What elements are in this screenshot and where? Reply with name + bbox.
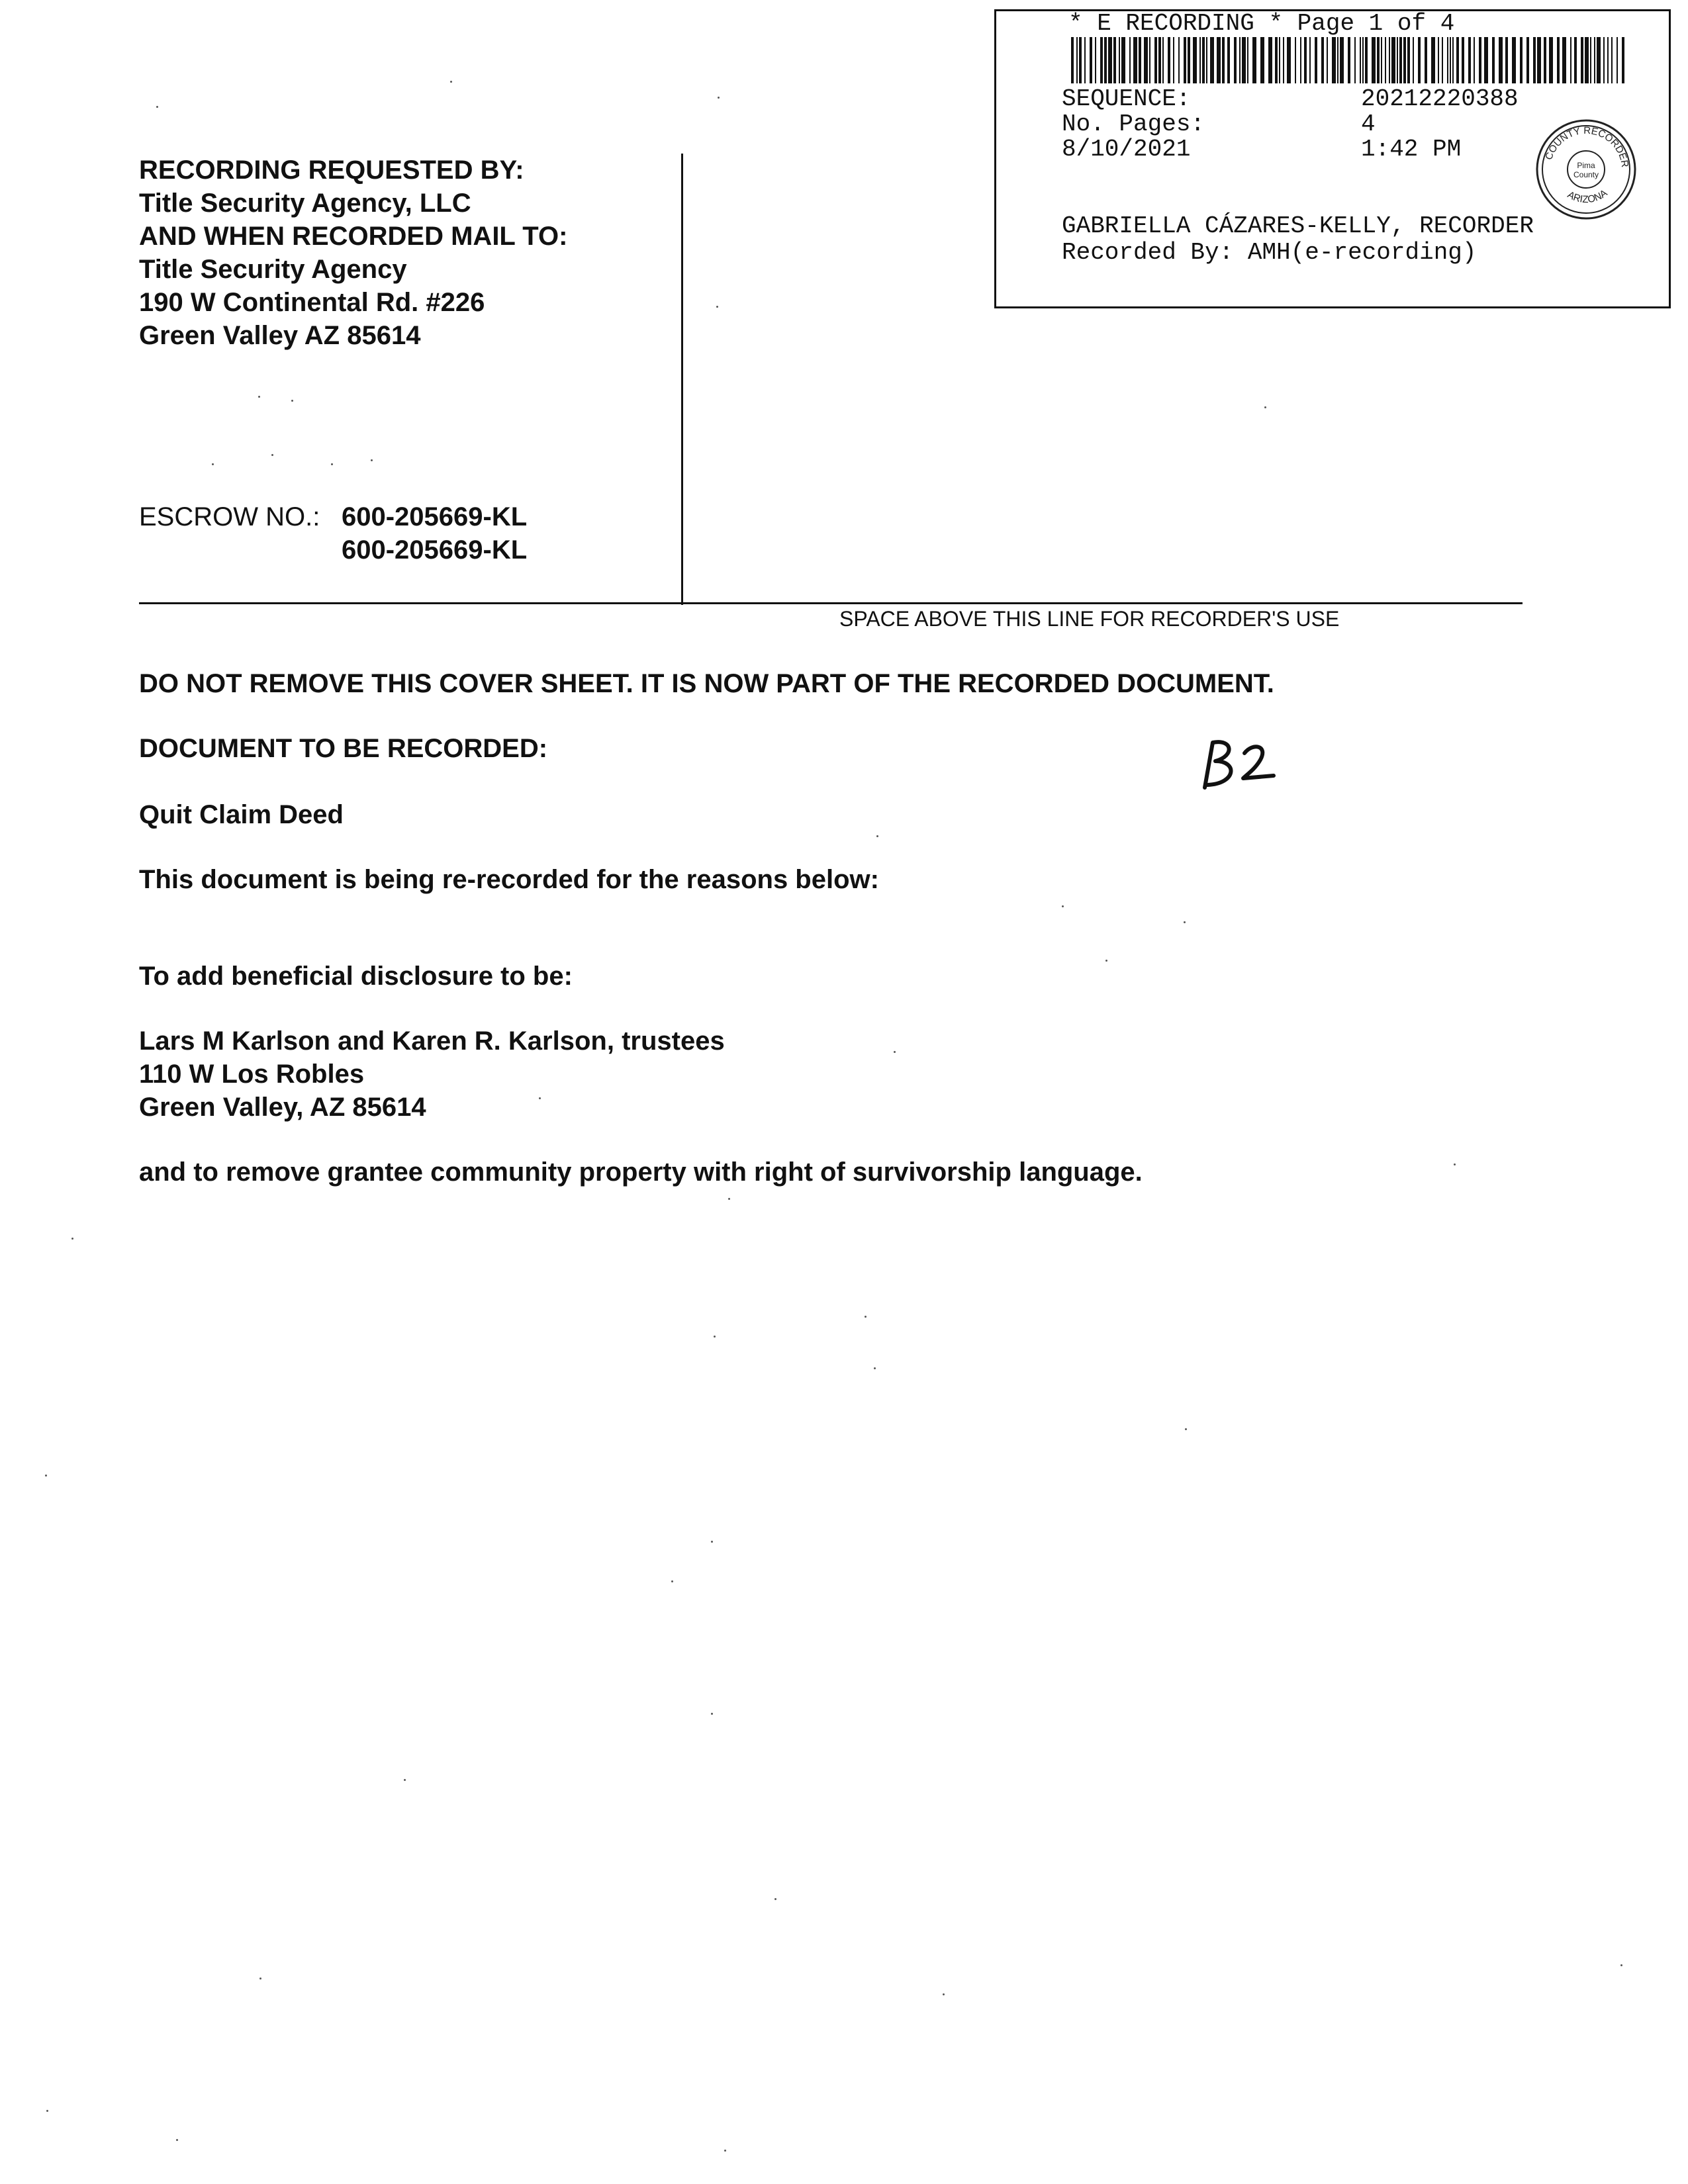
beneficiary-name: Lars M Karlson and Karen R. Karlson, trustees: [139, 1026, 725, 1056]
mail-to-label: AND WHEN RECORDED MAIL TO:: [139, 222, 568, 251]
requested-by-name: Title Security Agency, LLC: [139, 189, 471, 218]
handwritten-mark-text: B2: [1192, 733, 1193, 734]
scan-speck: [404, 1779, 406, 1781]
handwritten-mark: [1192, 733, 1284, 793]
stamp-title-line: * E RECORDING * Page 1 of 4: [1068, 10, 1455, 37]
scan-speck: [1185, 1428, 1187, 1430]
mail-to-name: Title Security Agency: [139, 255, 407, 284]
recorder-use-caption: SPACE ABOVE THIS LINE FOR RECORDER'S USE: [839, 607, 1340, 631]
scan-speck: [865, 1316, 867, 1318]
scan-speck: [943, 1993, 945, 1995]
svg-text:County: County: [1573, 170, 1599, 179]
scan-speck: [714, 1336, 716, 1338]
beneficiary-street: 110 W Los Robles: [139, 1060, 365, 1089]
scan-speck: [331, 463, 333, 465]
recorder-use-line: [139, 602, 1523, 604]
scan-speck: [46, 2110, 48, 2112]
scan-speck: [259, 1978, 261, 1979]
scan-speck: [876, 835, 878, 837]
record-time: 1:42 PM: [1361, 136, 1462, 163]
scan-speck: [1264, 406, 1266, 408]
scan-speck: [711, 1713, 713, 1715]
escrow-number-1: 600-205669-KL: [342, 502, 528, 531]
mail-to-city: Green Valley AZ 85614: [139, 321, 421, 350]
barcode-icon: [1071, 37, 1630, 83]
scan-speck: [539, 1097, 541, 1099]
rerecord-reason-intro: This document is being re-recorded for the reasons below:: [139, 865, 879, 894]
header-divider-vertical: [681, 154, 683, 605]
scan-speck: [711, 1541, 713, 1543]
scan-speck: [774, 1898, 776, 1900]
county-seal-icon: [1534, 118, 1638, 221]
svg-text:ARIZONA: ARIZONA: [1565, 187, 1610, 206]
escrow-number-2: 600-205669-KL: [342, 535, 528, 565]
scan-speck: [1454, 1163, 1456, 1165]
scan-speck: [718, 97, 720, 99]
scan-speck: [1105, 960, 1107, 962]
scan-speck: [271, 454, 273, 456]
scan-speck: [156, 106, 158, 108]
recorded-by-line: Recorded By: AMH(e-recording): [1062, 239, 1477, 266]
scan-speck: [212, 463, 214, 465]
beneficiary-city: Green Valley, AZ 85614: [139, 1093, 426, 1122]
scan-speck: [45, 1475, 47, 1477]
recorder-name-line: GABRIELLA CÁZARES-KELLY, RECORDER: [1062, 212, 1534, 240]
sequence-value: 20212220388: [1361, 85, 1519, 113]
add-disclosure-line: To add beneficial disclosure to be:: [139, 962, 573, 991]
pages-label: No. Pages:: [1062, 111, 1205, 138]
scan-speck: [724, 2150, 726, 2152]
scan-speck: [1184, 921, 1186, 923]
scan-speck: [176, 2139, 178, 2141]
cover-sheet-notice: DO NOT REMOVE THIS COVER SHEET. IT IS NOW PART OF THE RECORDED DOCUMENT.: [139, 669, 1274, 698]
pages-value: 4: [1361, 111, 1376, 138]
escrow-label: ESCROW NO.:: [139, 502, 320, 531]
document-to-record-label: DOCUMENT TO BE RECORDED:: [139, 734, 548, 763]
svg-text:Pima: Pima: [1577, 161, 1595, 170]
scan-speck: [1620, 1964, 1622, 1966]
scan-speck: [671, 1580, 673, 1582]
scan-speck: [71, 1238, 73, 1240]
svg-text:COUNTY RECORDER: COUNTY RECORDER: [1543, 124, 1631, 168]
scan-speck: [258, 396, 260, 398]
scan-speck: [716, 306, 718, 308]
remove-language-line: and to remove grantee community property with right of survivorship language.: [139, 1158, 1143, 1187]
scan-speck: [874, 1367, 876, 1369]
scan-speck: [291, 400, 293, 402]
requested-by-label: RECORDING REQUESTED BY:: [139, 156, 524, 185]
document-type: Quit Claim Deed: [139, 800, 344, 829]
scan-speck: [371, 459, 373, 461]
scan-speck: [450, 81, 452, 83]
mail-to-street: 190 W Continental Rd. #226: [139, 288, 485, 317]
sequence-label: SEQUENCE:: [1062, 85, 1191, 113]
scan-speck: [894, 1051, 896, 1053]
scan-speck: [1062, 905, 1064, 907]
record-date: 8/10/2021: [1062, 136, 1191, 163]
scan-speck: [728, 1198, 730, 1200]
